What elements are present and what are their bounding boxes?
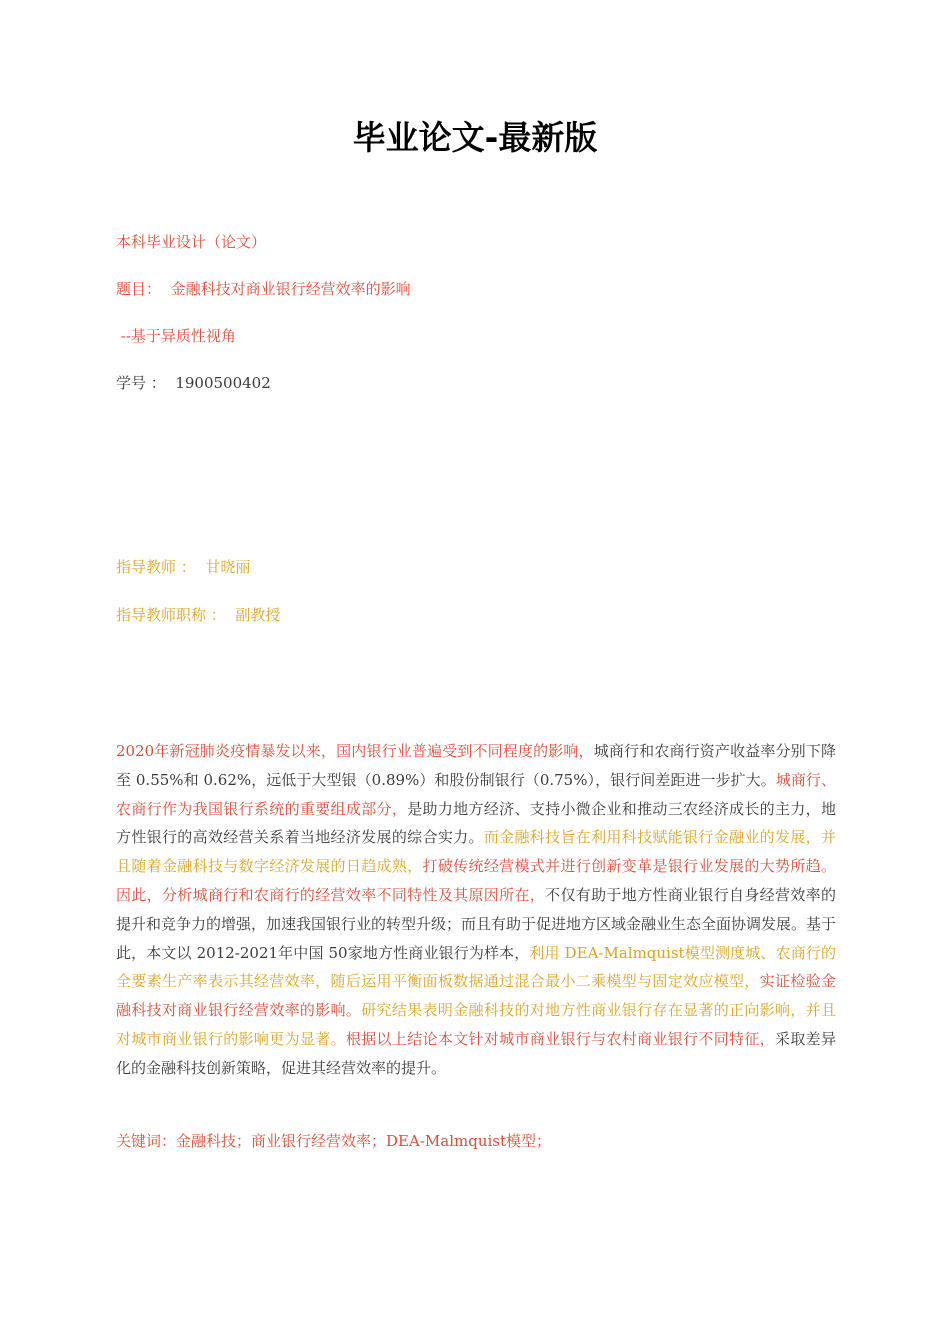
abstract-segment: 城商行、农商行作为我国银行系统的重要组成部分， (116, 770, 836, 818)
subtitle-line: --基于异质性视角 (116, 327, 236, 345)
advisor-title-line (116, 604, 280, 625)
topic-line (116, 278, 411, 299)
topic-text: 金融科技对商业银行经营效率的影响 (170, 280, 411, 298)
advisor-title-label: 指导教师职称 ： (116, 606, 226, 624)
abstract-segment: 研究结果表明金融科技的对地方性商业银行存在显著的正向影响，并且对城市商业银行的影响更为显著。 (116, 1001, 836, 1048)
document-title: 毕业论文-最新版 (352, 118, 598, 157)
student-id-line (116, 372, 271, 393)
abstract-segment: 2020年新冠肺炎疫情暴发以来，国内银行业普遍受到不同程度的影响， (116, 742, 594, 760)
abstract-segment: 打破传统经营模式并进行创新变革是银行业发展的大势所趋。因此，分析城商行和农商行的经营效率不同特性及其原因所在， (116, 857, 836, 904)
abstract-segment: 根据以上结论本文针对城市商业银行与农村商业银行不同特征， (345, 1029, 775, 1048)
abstract-segment: 利用 DEA-Malmquist模型测度城、农商行的全要素生产率表示其经营效率，随后运用平衡面板数据通过混合最小二乘模型与固定效应模型， (116, 943, 836, 991)
advisor-title-value: 副教授 (235, 606, 281, 624)
abstract-segment: 实证检验金融科技对商业银行经营效率的影响。 (116, 972, 836, 1020)
student-id-value: 1900500402 (175, 374, 271, 392)
abstract-segment: 不仅有助于地方性商业银行自身经营效率的提升和竞争力的增强，加速我国银行业的转型升级；而且有助于促进地方区域金融业生态全面协调发展。基于此，本文以 2012-2021年中国 50家地方性商业银行为样本， (116, 885, 837, 962)
abstract-segment: 而金融科技旨在利用科技赋能银行金融业的发展，并且随着金融科技与数字经济发展的日趋成熟， (116, 828, 836, 876)
topic-label: 题目： (116, 280, 162, 298)
keywords-label: 关键词： (116, 1132, 177, 1150)
advisor-line (116, 556, 250, 577)
advisor-name: 甘晓丽 (205, 558, 251, 576)
abstract-segment: 是助力地方经济、支持小微企业和推动三农经济成长的主力，地方性银行的高效经营关系着当地经济发展的综合实力。 (116, 799, 836, 847)
keywords-line (116, 1130, 551, 1151)
degree-heading: 本科毕业设计（论文） (116, 233, 267, 251)
abstract-segment: 采取差异化的金融科技创新策略，促进其经营效率的提升。 (116, 1029, 836, 1077)
student-id-label: 学号 ： (116, 374, 166, 392)
keywords-text: 金融科技；商业银行经营效率；DEA-Malmquist模型； (176, 1132, 552, 1150)
advisor-label: 指导教师 ： (116, 558, 196, 576)
abstract-paragraph (116, 737, 836, 1083)
abstract-segment: 城商行和农商行资产收益率分别下降至 0.55%和 0.62%，远低于大型银（0.89%）和股份制银行（0.75%），银行间差距进一步扩大。 (116, 742, 836, 789)
